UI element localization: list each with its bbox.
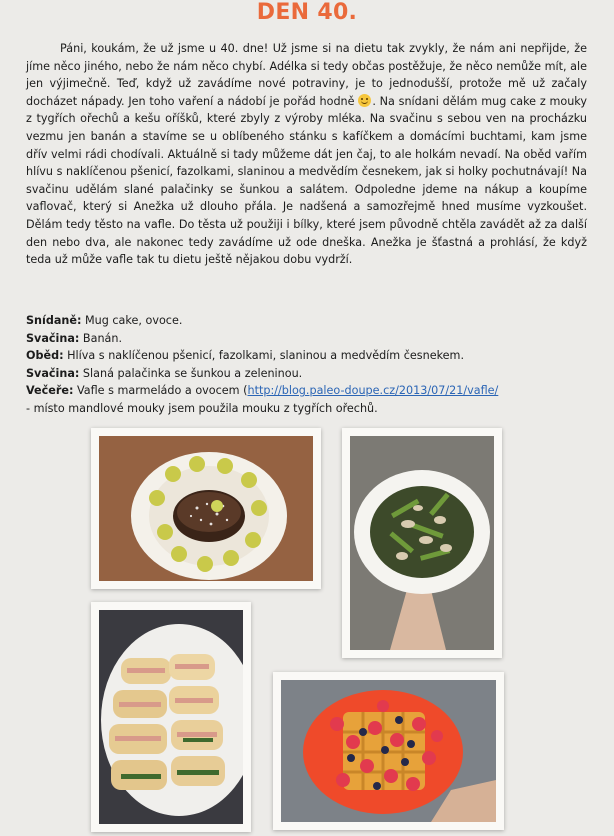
- meal-label: Snídaně:: [26, 314, 82, 327]
- meal-item-snack-1: [26, 330, 591, 348]
- meal-item-dinner: [26, 382, 591, 400]
- photo-waffle: [273, 672, 504, 830]
- mug-cake-image: [99, 436, 313, 581]
- photo-mushroom-bowl: [342, 428, 502, 658]
- photo-mug-cake: [91, 428, 321, 589]
- meal-item-breakfast: [26, 312, 591, 330]
- meal-note: - místo mandlové mouky jsem použila mouku z tygřích ořechů.: [26, 401, 378, 415]
- meal-label: Večeře:: [26, 384, 74, 398]
- meal-text: Banán.: [79, 331, 123, 345]
- meal-item-snack-2: [26, 365, 591, 383]
- mushroom-bowl-image: [350, 436, 494, 650]
- pancake-rolls-image: [99, 610, 243, 824]
- waffle-recipe-link[interactable]: http://blog.paleo-doupe.cz/2013/07/21/vafle/: [247, 384, 499, 398]
- meal-text: Mug cake, ovoce.: [81, 314, 183, 327]
- meal-item-lunch: [26, 347, 591, 365]
- meal-label: Svačina:: [26, 331, 80, 345]
- meal-list: [26, 312, 591, 418]
- meal-text: Vafle s marmeládo a ovocem (: [73, 384, 248, 398]
- intro-text-end: . Na snídani dělám mug cake z mouky z tygřích ořechů a kešu oříšků, které zbyly z výroby mléka. Na svačinu s sebou ven na procházku vezmu jen banán a stavíme se u oblíbeného stánku s kafíčkem a domácími buchtami, kam jsme dřív velmi rádi chodívali. Aktuálně si tady můžeme dát jen čaj, to ale holkám nevadí. Na oběd vařím hlívu s naklíčenou pšenicí, fazolkami, slaninou a medvědím česnekem, jak si holky pochutnávají! Na svačinu udělám slané palačinky se šunkou a salátem. Odpoledne jdeme na nákup a koupíme vaflovač, který si Anežka už dlouho přála. Je nadšená a samozřejmě hned musíme vyzkoušet. Dělám tedy těsto na vafle. Do těsta už použiji i bílky, které jsem původně chtěla zavádět až za další den nebo dva, ale nakonec tedy zavádíme už ode dneška. Anežka je šťastná a prohlásí, že když teda už může vafle tak tu dietu ještě nějakou dobu vydrží.: [26, 94, 587, 267]
- photo-pancake-rolls: [91, 602, 251, 832]
- intro-paragraph: [26, 40, 587, 269]
- intro-text-start: Páni, koukám, že už jsme u 40. dne! Už jsme si na dietu tak zvykly, že nám ani nepřijde, že jíme něco jiného, nebo že nám něco chybí. Adélka si tedy občas postěžuje, že něco nemůže mít, ale jen výjimečně. Teď, když už zavádíme nové potraviny, je to jednodušší, protože mě už začaly docházet nápady. Jen toho vaření a nádobí je pořád hodně: [26, 42, 587, 108]
- meal-label: Svačina:: [26, 366, 80, 380]
- page-title: DEN 40.: [256, 0, 358, 25]
- smiley-emoji-icon: [358, 94, 371, 107]
- meal-text: Hlíva s naklíčenou pšenicí, fazolkami, slaninou a medvědím česnekem.: [63, 349, 464, 363]
- meal-label: Oběd:: [26, 349, 64, 363]
- waffle-image: [281, 680, 496, 822]
- meal-text: Slaná palačinka se šunkou a zeleninou.: [79, 366, 303, 380]
